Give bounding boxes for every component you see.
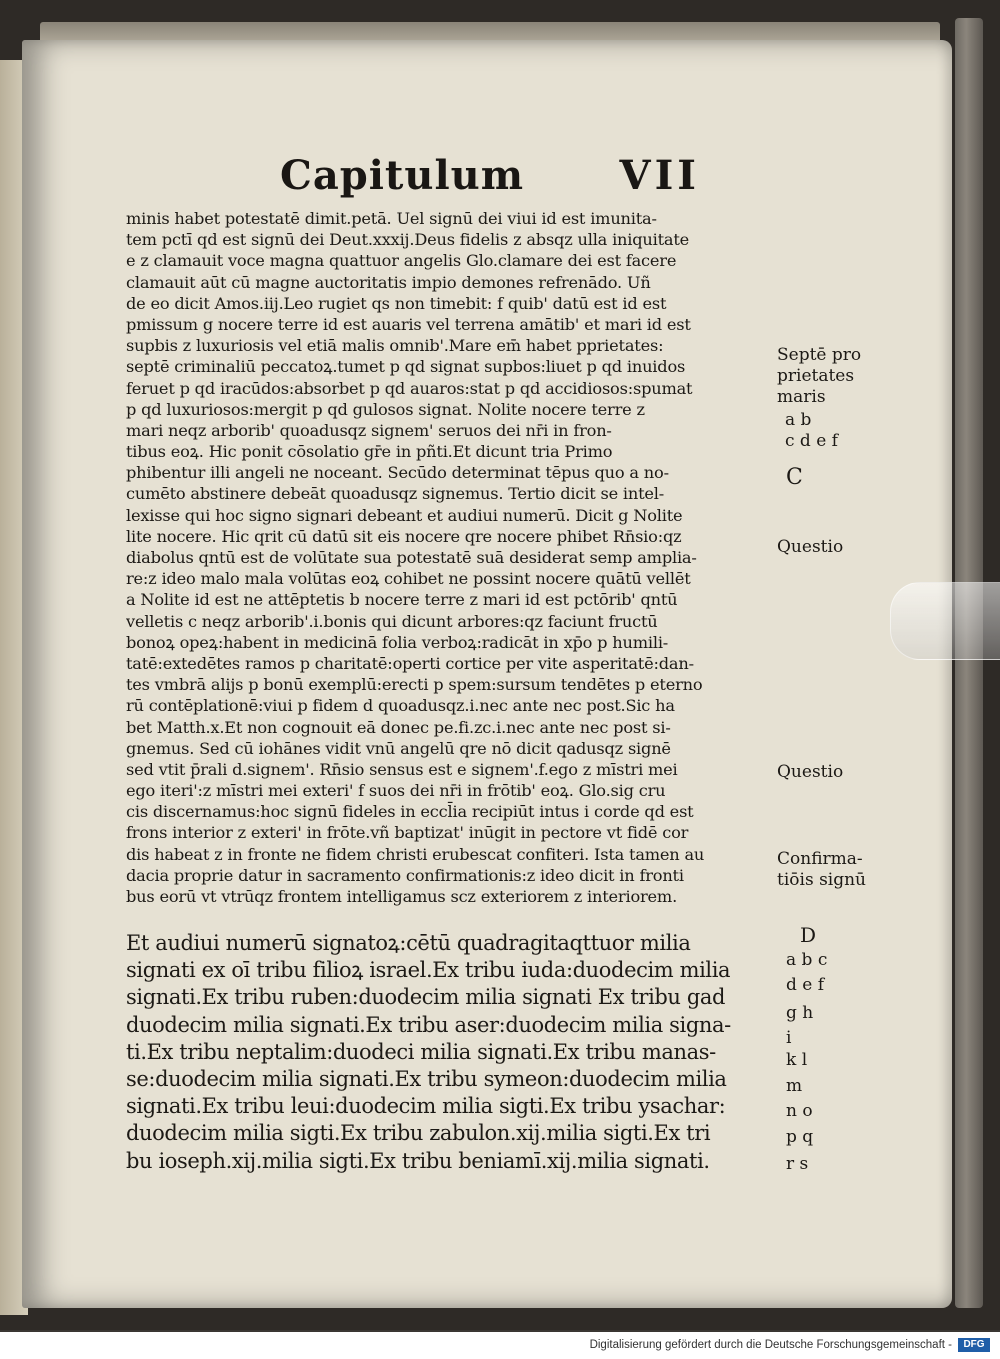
commentary-line: pmissum g nocere terre id est auaris vel terrena amātib' et mari id est: [126, 314, 691, 334]
commentary-line: e z clamauit voce magna quattuor angelis Glo.clamare dei est facere: [126, 251, 677, 271]
commentary-line: bet Matth.x.Et non cognouit eā donec pe.fi.zc.i.nec ante nec post si-: [126, 717, 671, 737]
commentary-line: septē criminaliū peccatoꝝ.tumet p qd signat supbos:liuet p qd inuidos: [126, 357, 686, 377]
commentary-line: bus eorū vt vtrūqz frontem intelligamus scz exteriorem z interiorem.: [126, 887, 678, 906]
margin-letters-abc: a b c: [786, 950, 828, 970]
chapter-heading-word: Capitulum: [280, 152, 525, 199]
scripture-line: ti.Ex tribu neptalim:duodeci milia signati.Ex tribu manas-: [126, 1039, 716, 1064]
commentary-line: minis habet potestatē dimit.petā. Uel signū dei viui id est imunita-: [126, 209, 657, 228]
commentary-line: tes vmbrā alijs p bonū exemplū:erecti p spem:sursum tendētes p eterno: [126, 675, 703, 695]
margin-note-septe-pro: Septē pro: [777, 345, 862, 365]
margin-letters-ab: a b: [785, 410, 812, 430]
commentary-line: clamauit aūt cū magne auctoritatis impio demones refrenādo. Uñ: [126, 272, 651, 292]
commentary-line: mari neqz arborib' quoadusqz signem' seruos dei nr̄i in fron-: [126, 420, 612, 440]
book-fore-edge: [955, 18, 983, 1308]
commentary-line: feruet p qd iracūdos:absorbet p qd auaros:stat p qd accidiosos:spumat: [126, 378, 693, 398]
commentary-line: de eo dicit Amos.iij.Leo rugiet qs non timebit: f quib' datū est id est: [126, 293, 667, 313]
margin-letters-cdef: c d e f: [785, 431, 838, 451]
commentary-line: gnemus. Sed cū iohānes vidit vnū angelū qre nō dicit qadusqz signē: [126, 738, 671, 758]
commentary-line: dis habeat z in fronte ne fidem christi erubescat confiteri. Ista tamen au: [126, 844, 705, 864]
margin-letters-gh: g h: [786, 1003, 814, 1023]
margin-note-questio-2: Questio: [777, 762, 844, 782]
commentary-line: lexisse qui hoc signo signari debeant et audiui numerū. Dicit g Nolite: [126, 505, 683, 525]
margin-letters-pq: p q: [786, 1127, 814, 1147]
scripture-line: duodecim milia sigti.Ex tribu zabulon.xij.milia sigti.Ex tri: [126, 1121, 711, 1146]
commentary-line: diabolus qntū est de volūtate sua potestatē suā desiderat semp amplia-: [126, 548, 697, 567]
commentary-line: tibus eoꝝ. Hic ponit cōsolatio gr̄e in pñti.Et dicunt tria Primo: [126, 442, 613, 462]
margin-letter-d: D: [800, 923, 817, 947]
margin-letter-i: i: [786, 1028, 792, 1048]
margin-letters-def: d e f: [786, 975, 825, 995]
commentary-line: rū contēplationē:viui p fidem d quoadusqz.i.nec ante nec post.Sic ha: [126, 696, 675, 716]
scripture-line: bu ioseph.xij.milia sigti.Ex tribu beniamī.xij.milia signati.: [126, 1148, 710, 1173]
footer-credit: Digitalisierung gefördert durch die Deutsche Forschungsgemeinschaft -: [589, 1339, 952, 1351]
margin-note-questio-1: Questio: [777, 537, 844, 557]
dfg-logo: DFG: [958, 1338, 990, 1352]
scripture-line: Et audiui numerū signatoꝝ:cētū quadragitaqttuor milia: [126, 931, 691, 955]
commentary-line: phibentur illi angeli ne noceant. Secūdo determinat tēpus quo a no-: [126, 463, 669, 483]
commentary-line: tatē:extedētes ramos p charitatē:operti cortice per vite asperitatē:dan-: [126, 653, 694, 673]
commentary-line: cis discernamus:hoc signū fideles in eccl̄ia recipiūt intus i corde qd est: [126, 802, 694, 822]
commentary-line: cumēto abstinere debeāt quoadusqz signemus. Tertio dicit se intel-: [126, 484, 665, 504]
scripture-line: signati ex oī tribu filioꝝ israel.Ex tribu iuda:duodecim milia: [126, 958, 731, 983]
margin-note-prietates: prietates: [777, 366, 855, 386]
margin-letters-kl: k l: [786, 1050, 808, 1070]
margin-note-tiois-signu: tiōis signū: [777, 870, 867, 890]
chapter-heading-numeral: VII: [619, 152, 700, 199]
commentary-line: dacia proprie datur in sacramento confirmationis:z ideo dicit in fronti: [126, 865, 684, 885]
commentary-line: bonoꝝ opeꝝ:habent in medicinā folia verboꝝ:radicāt in xp̄o p humili-: [126, 632, 669, 652]
commentary-line: tem pctī qd est signū dei Deut.xxxij.Deus fidelis z absqz ulla iniquitate: [126, 230, 690, 250]
chapter-heading: [280, 152, 700, 199]
scripture-line: duodecim milia signati.Ex tribu aser:duodecim milia signa-: [126, 1012, 731, 1037]
scripture-line: signati.Ex tribu leui:duodecim milia sigti.Ex tribu ysachar:: [126, 1094, 726, 1119]
margin-letter-m: m: [786, 1076, 803, 1096]
commentary-line: p qd luxuriosos:mergit p qd gulosos signat. Nolite nocere terre z: [126, 399, 645, 419]
commentary-line: velletis c neqz arborib'.i.bonis qui dicunt arbores:qz faciunt fructū: [126, 611, 658, 631]
commentary-text-block: [126, 208, 774, 907]
commentary-line: supbis z luxuriosis vel etiā malis omnib'.Mare em̄ habet pprietates:: [126, 336, 664, 356]
page-weight-clip: [890, 582, 1000, 660]
commentary-line: re:z ideo malo mala volūtas eoꝝ cohibet ne possint nocere quātū vellēt: [126, 569, 691, 589]
margin-note-maris: maris: [777, 387, 826, 407]
scripture-line: se:duodecim milia signati.Ex tribu symeon:duodecim milia: [126, 1066, 727, 1091]
digitization-footer: [0, 1332, 1000, 1359]
scripture-text-block: [126, 930, 774, 1175]
margin-letters-rs: r s: [786, 1154, 809, 1174]
margin-letter-c: C: [786, 465, 803, 490]
margin-letters-no: n o: [786, 1101, 813, 1121]
commentary-line: sed vtit p̄rali d.signem'. Rn̄sio sensus est e signem'.f.ego z mīstri mei: [126, 759, 678, 779]
commentary-line: a Nolite id est ne attēptetis b nocere terre z mari id est pctōrib' qntū: [126, 590, 678, 610]
commentary-line: lite nocere. Hic qrit cū datū sit eis nocere qre nocere phibet Rn̄sio:qz: [126, 526, 682, 546]
scripture-line: signati.Ex tribu ruben:duodecim milia signati Ex tribu gad: [126, 985, 726, 1010]
margin-note-confirma: Confirma-: [777, 849, 863, 869]
commentary-line: ego iteri':z mīstri mei exteri' f suos dei nr̄i in frōtib' eoꝝ. Glo.sig cru: [126, 781, 666, 801]
commentary-line: frons interior z exteri' in frōte.vñ baptizat' inūgit in pectore vt fidē cor: [126, 823, 689, 843]
